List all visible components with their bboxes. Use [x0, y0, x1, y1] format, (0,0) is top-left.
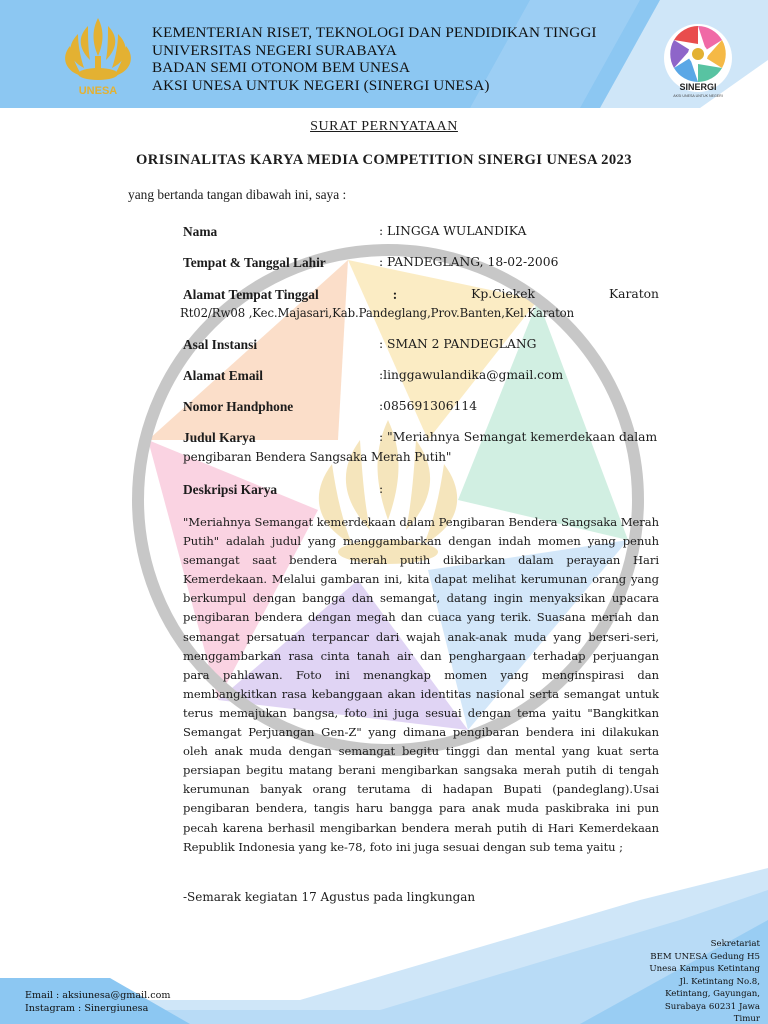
description-paragraph: "Meriahnya Semangat kemerdekaan dalam Pengibaran Bendera Sangsaka Merah Putih" adalah judul yang menggambarkan dengan indah momen yang penuh semangat saat bendera merah putih dikibarkan dalam perayaan Hari Kemerdekaan. Melalui gambaran ini, kita dapat melihat kerumunan orang yang berkumpul dengan bangga dan semangat, datang ingin menyaksikan upacara pengibaran bendera dengan megah dan cuaca yang terik. Suasana meriah dan semangat persatuan terpancar dari wajah anak-anak muda yang berseri-seri, menggambarkan rasa cinta tanah air dan penghargaan terhadap perjuangan para pahlawan. Foto ini menangkap momen yang menginspirasi dan membangkitkan rasa kebanggaan akan identitas nasional serta semangat untuk terus memajukan bangsa, foto ini juga sesuai dengan tema yaitu "Bangkitkan Semangat Perjuangan Gen-Z" yang dimana pengibaran bendera ini dilakukan oleh anak muda dengan semangat begitu tinggi dan mental yang kuat serta persiapan begitu matang berani mengibarkan sangsaka merah putih di tengah kerumunan banyak orang terutama di hadapan Bupati (pandeglang).Usai pengibaran bendera, tangis haru bangga para anak muda paskibraka ini pun pecah karena berhasil mengibarkan bendera merah putih di Hari Kemerdekaan Republik Indonesia yang ke-78, foto ini juga sesuai dengan sub tema yaitu ;	[183, 515, 659, 854]
alamat-line-1	[183, 287, 659, 303]
field-value: : PANDEGLANG, 18-02-2006	[379, 255, 559, 269]
field-label: Deskripsi Karya	[183, 482, 278, 497]
footer-address-line: BEM UNESA Gedung H5	[650, 951, 760, 962]
field-judul	[183, 430, 659, 468]
judul-line-2: pengibaran Bendera Sangsaka Merah Putih"	[183, 450, 452, 464]
sinergi-logo	[656, 18, 740, 102]
alamat-line-2: Rt02/Rw08 ,Kec.Majasari,Kab.Pandeglang,Prov.Banten,Kel.Karaton	[180, 306, 575, 320]
field-value: :linggawulandika@gmail.com	[379, 368, 564, 382]
letterhead-line-ministry: KEMENTERIAN RISET, TEKNOLOGI DAN PENDIDIKAN TINGGI	[152, 24, 597, 41]
field-alamat	[180, 287, 659, 325]
alamat-part-1: Kp.Ciekek	[471, 287, 535, 301]
field-value: :	[379, 482, 384, 496]
field-value: : LINGGA WULANDIKA	[379, 224, 527, 238]
field-value: : "Meriahnya Semangat kemerdekaan dalam	[379, 430, 658, 444]
footer-email: Email : aksiunesa@gmail.com	[25, 990, 171, 1001]
footer-address-line: Sekretariat	[710, 939, 760, 949]
closing-text: -Semarak kegiatan 17 Agustus pada lingkungan	[183, 890, 476, 904]
footer-address-line: Ketintang, Gayungan,	[665, 989, 760, 999]
sinergi-logo-text: SINERGI	[679, 82, 717, 92]
footer-address-line: Surabaya 60231 Jawa	[664, 1001, 760, 1012]
field-colon: :	[392, 287, 398, 302]
footer-instagram: Instagram : Sinergiunesa	[25, 1002, 149, 1014]
field-label: Asal Instansi	[183, 337, 258, 352]
unesa-logo	[58, 12, 138, 98]
letterhead-line-bem: BADAN SEMI OTONOM BEM UNESA	[152, 59, 411, 76]
alamat-part-2: Karaton	[608, 287, 659, 301]
footer-contacts	[25, 990, 170, 1015]
field-label: Alamat Email	[183, 368, 263, 383]
footer-address-line: Unesa Kampus Ketintang	[649, 964, 760, 974]
unesa-logo-text: UNESA	[78, 85, 118, 97]
field-label: Alamat Tempat Tinggal	[183, 287, 319, 302]
letterhead	[152, 24, 597, 94]
letterhead-line-sinergi: AKSI UNESA UNTUK NEGERI (SINERGI UNESA)	[152, 76, 490, 94]
page-subtitle: ORISINALITAS KARYA MEDIA COMPETITION SINERGI UNESA 2023	[136, 152, 632, 168]
footer-address	[560, 938, 760, 1024]
field-label: Judul Karya	[183, 430, 256, 445]
field-label: Nomor Handphone	[183, 399, 294, 414]
page-title: SURAT PERNYATAAN	[310, 119, 458, 134]
footer-address-line: Timur	[733, 1014, 760, 1024]
sinergi-logo-subtext: AKSI UNESA UNTUK NEGERI	[673, 94, 723, 98]
field-label: Tempat & Tanggal Lahir	[183, 255, 326, 270]
letterhead-line-university: UNIVERSITAS NEGERI SURABAYA	[152, 41, 397, 59]
field-value: :085691306114	[379, 399, 478, 413]
field-label: Nama	[183, 224, 218, 239]
intro-text: yang bertanda tangan dibawah ini, saya :	[128, 187, 347, 202]
field-value: : SMAN 2 PANDEGLANG	[379, 337, 537, 351]
footer-address-line: Jl. Ketintang No.8,	[679, 976, 760, 987]
